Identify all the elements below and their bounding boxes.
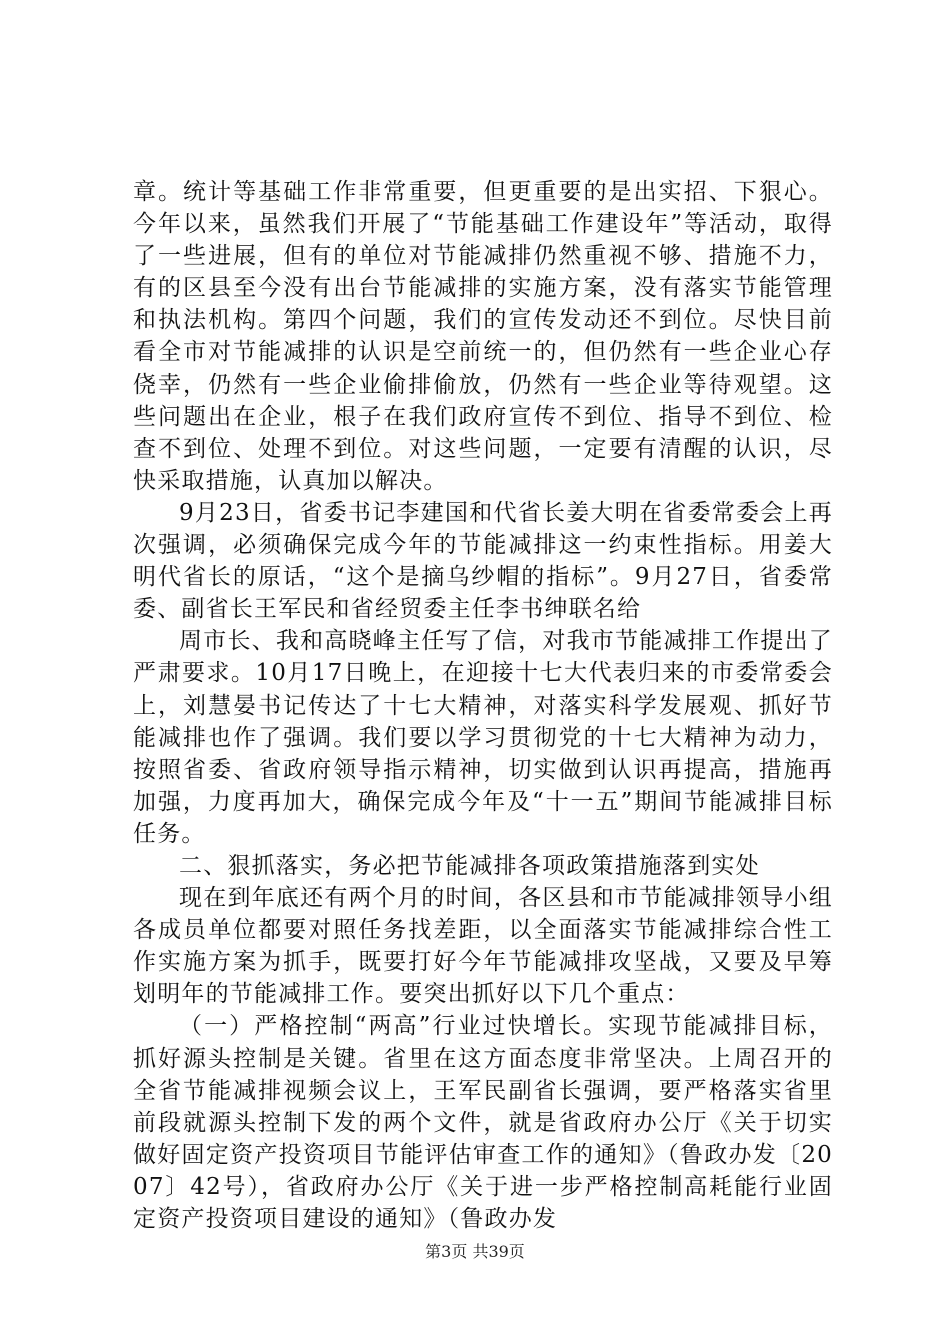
paragraph-2: 9月23日，省委书记李建国和代省长姜大明在省委常委会上再次强调，必须确保完成今年的节能减排这一约束性指标。用姜大明代省长的原话，“这个是摘乌纱帽的指标”。9月27日，省委常委、副省长王军民和省经贸委主任李书绅联名给 [133, 499, 833, 623]
paragraph-3: 周市长、我和高晓峰主任写了信，对我市节能减排工作提出了严肃要求。10月17日晚上，在迎接十七大代表归来的市委常委会上，刘慧晏书记传达了十七大精神，对落实科学发展观、抓好节能减排也作了强调。我们要以学习贯彻党的十七大精神为动力，按照省委、省政府领导指示精神，切实做到认识再提高，措施再加强，力度再加大，确保完成今年及“十一五”期间节能减排目标任务。 [133, 628, 833, 847]
section-heading: 二、狠抓落实，务必把节能减排各项政策措施落到实处 [179, 852, 760, 879]
paragraph-5: 现在到年底还有两个月的时间，各区县和市节能减排领导小组各成员单位都要对照任务找差距，以全面落实节能减排综合性工作实施方案为抓手，既要打好今年节能减排攻坚战，又要及早筹划明年的节能减排工作。要突出抓好以下几个重点： [133, 885, 833, 1008]
paragraph-1: 章。统计等基础工作非常重要，但更重要的是出实招、下狠心。今年以来，虽然我们开展了“节能基础工作建设年”等活动，取得了一些进展，但有的单位对节能减排仍然重视不够、措施不力，有的区县至今没有出台节能减排的实施方案，没有落实节能管理和执法机构。第四个问题，我们的宣传发动还不到位。尽快目前看全市对节能减排的认识是空前统一的，但仍然有一些企业心存侥幸，仍然有一些企业偷排偷放，仍然有一些企业等待观望。这些问题出在企业，根子在我们政府宣传不到位、指导不到位、检查不到位、处理不到位。对这些问题，一定要有清醒的认识，尽快采取措施，认真加以解决。 [133, 179, 833, 494]
page-number-footer: 第3页 共39页 [425, 1242, 525, 1261]
paragraph-6: （一）严格控制“两高”行业过快增长。实现节能减排目标，抓好源头控制是关键。省里在这方面态度非常坚决。上周召开的全省节能减排视频会议上，王军民副省长强调，要严格落实省里前段就源头控制下发的两个文件，就是省政府办公厅《关于切实做好固定资产投资项目节能评估审查工作的通知》（鲁政办发〔2007〕42号），省政府办公厅《关于进一步严格控制高耗能行业固定资产投资项目建设的通知》（鲁政办发 [133, 1013, 833, 1232]
document-body [133, 176, 833, 1235]
